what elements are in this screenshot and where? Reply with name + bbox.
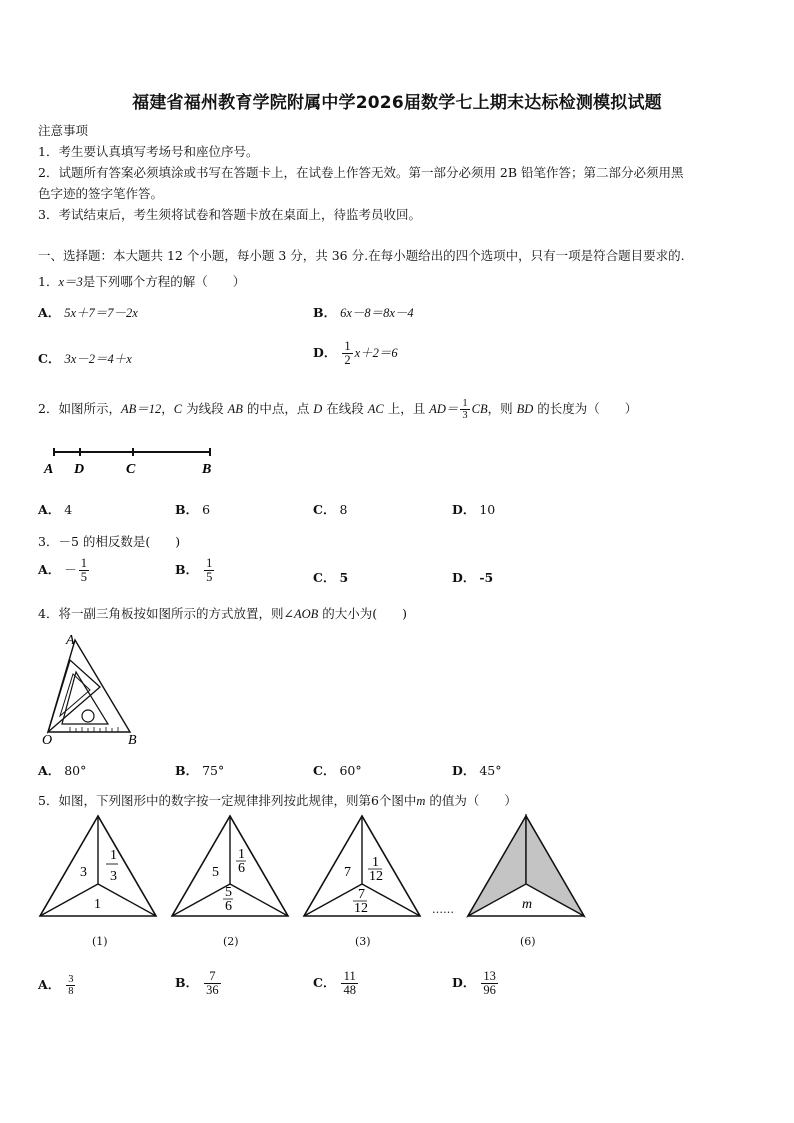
svg-text:6: 6 [238, 861, 245, 876]
q1-option-a[interactable]: A． 5x＋7＝7－2x [38, 305, 138, 320]
caption-6: (6) [520, 935, 536, 948]
q5-option-a[interactable]: A． $\frac{3}{8}$ [38, 974, 74, 998]
caption-1: (1) [92, 935, 108, 948]
label-a: A [44, 462, 54, 477]
svg-text:6: 6 [225, 899, 232, 914]
svg-text:1: 1 [110, 848, 117, 863]
segment-figure [38, 440, 228, 480]
question-4-stem: 4．将一副三角板按如图所示的方式放置，则∠AOB 的大小为( ) [38, 606, 407, 621]
section-heading: 一、选择题：本大题共 12 个小题，每小题 3 分，共 36 分.在每小题给出的四个选项中，只有一项是符合题目要求的. [38, 248, 685, 263]
q1-option-c[interactable]: C． 3x－2＝4＋x [38, 351, 132, 366]
svg-text:3: 3 [80, 865, 87, 880]
label-o: O [42, 733, 53, 747]
svg-text:7: 7 [344, 865, 351, 880]
label-b: B [202, 462, 212, 477]
q3-option-c[interactable]: C． 5 [313, 570, 349, 585]
caption-3: (3) [355, 935, 371, 948]
caption-2: (2) [223, 935, 239, 948]
q3-option-d[interactable]: D． -5 [452, 570, 494, 585]
q2-option-c[interactable]: C． 8 [313, 502, 348, 517]
svg-text:1: 1 [372, 855, 379, 870]
fraction-third: $\frac{1}{3}$ [462, 398, 468, 422]
q4-option-b[interactable]: B． 75° [175, 763, 225, 778]
question-5-stem: 5．如图，下列图形中的数字按一定规律排列按此规律，则第6个图中m 的值为（ ） [38, 793, 517, 808]
svg-text:1: 1 [238, 847, 245, 862]
notice-heading: 注意事项 [38, 123, 89, 138]
svg-text:1: 1 [94, 897, 101, 912]
label-b: B [128, 733, 137, 747]
svg-text:5: 5 [225, 885, 232, 900]
notice-item-2-cont: 色字迹的签字笔作答。 [38, 186, 164, 201]
q3-option-a[interactable]: A． － $\frac{1}{5}$ [38, 556, 87, 585]
q3-option-b[interactable]: B． $\frac{1}{5}$ [175, 556, 213, 585]
svg-text:3: 3 [110, 869, 117, 884]
notice-item-1: 1．考生要认真填写考场号和座位序号。 [38, 144, 259, 159]
label-a: A [66, 633, 75, 648]
fraction-half: $\frac{1}{2}$ [344, 339, 351, 368]
pattern-triangle-3 [302, 814, 422, 919]
question-1-stem: 1．x＝3是下列哪个方程的解（ ） [38, 274, 246, 289]
question-2-stem: 2．如图所示，AB＝12，C 为线段 AB 的中点，点 D 在线段 AC 上，且 AD＝ $\frac{1}{3}$ CB，则 BD 的长度为（ ） [38, 398, 638, 422]
pattern-triangle-1 [38, 814, 158, 919]
page-title: 福建省福州教育学院附属中学2026届数学七上期末达标检测模拟试题 [132, 93, 662, 113]
q1-option-d[interactable]: D． $\frac{1}{2}$ x＋2＝6 [313, 339, 398, 368]
q5-option-b[interactable]: B． $\frac{7}{36}$ [175, 969, 219, 998]
triangle-ruler-figure [40, 632, 150, 747]
q1-math: x＝3 [58, 275, 83, 289]
q4-option-d[interactable]: D． 45° [452, 763, 502, 778]
svg-text:5: 5 [212, 865, 219, 880]
q2-option-a[interactable]: A． 4 [38, 502, 73, 517]
q5-option-c[interactable]: C． $\frac{11}{48}$ [313, 969, 356, 998]
label-c: C [126, 462, 136, 477]
q4-option-a[interactable]: A． 80° [38, 763, 87, 778]
question-3-stem: 3．－5 的相反数是( ) [38, 534, 181, 549]
q2-option-d[interactable]: D． 10 [452, 502, 496, 517]
q2-option-b[interactable]: B． 6 [175, 502, 211, 517]
pattern-triangle-6 [466, 814, 586, 919]
svg-text:7: 7 [358, 887, 365, 902]
pattern-triangle-2 [170, 814, 290, 919]
q5-option-d[interactable]: D． $\frac{13}{96}$ [452, 969, 496, 998]
q1-option-b[interactable]: B． 6x－8＝8x－4 [313, 305, 414, 320]
svg-text:12: 12 [354, 901, 368, 916]
ruler-ticks [70, 727, 118, 732]
label-d: D [74, 462, 85, 477]
notice-item-2: 2．试题所有答案必须填涂或书写在答题卡上，在试卷上作答无效。第一部分必须用 2B 铅笔作答；第二部分必须用黑 [38, 165, 684, 180]
m-label: m [522, 897, 533, 912]
q4-option-c[interactable]: C． 60° [313, 763, 362, 778]
svg-text:12: 12 [369, 869, 383, 884]
notice-item-3: 3．考试结束后，考生须将试卷和答题卡放在桌面上，待监考员收回。 [38, 207, 421, 222]
ellipsis: …… [432, 903, 454, 916]
